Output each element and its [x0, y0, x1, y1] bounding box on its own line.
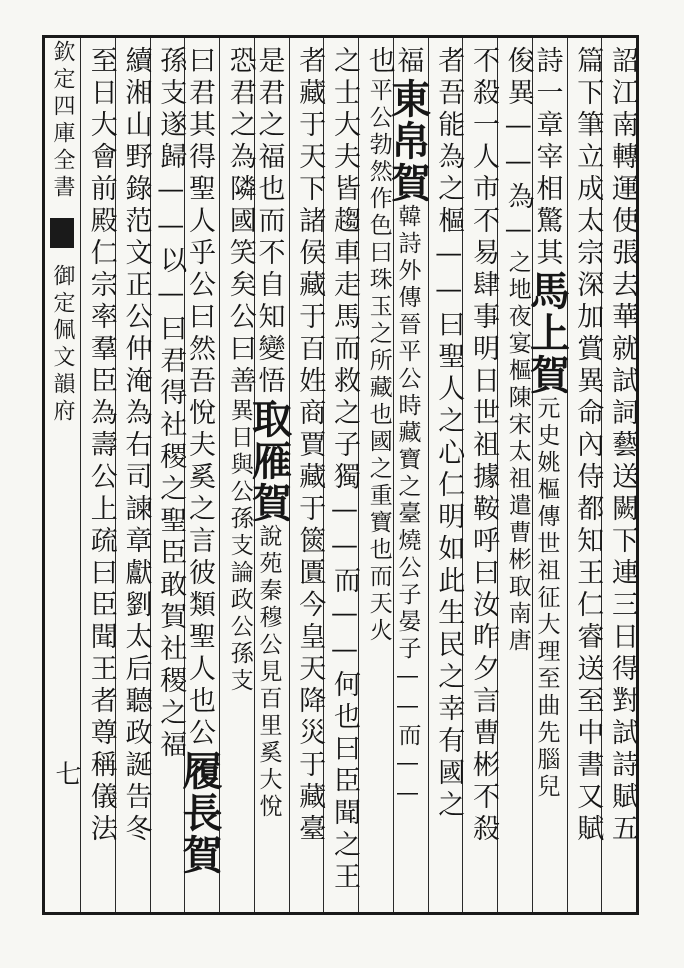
- text-segment: 也: [363, 46, 395, 78]
- book-title: 御定佩文韻府: [50, 264, 75, 426]
- text-column: [219, 46, 254, 906]
- text-segment: 福: [392, 46, 424, 78]
- fishtail-mark: [50, 218, 74, 248]
- text-segment: 不殺一人市不易肆事明日世祖據鞍呼曰汝昨夕言曹彬不殺: [468, 46, 499, 846]
- text-segment: 者吾能為之樞——曰聖人之心仁明如此生民之幸有國之: [433, 46, 465, 822]
- text-column: [80, 46, 115, 906]
- text-segment: 說苑秦穆公見百里奚大悅: [255, 524, 282, 821]
- text-column: [289, 46, 324, 906]
- text-segment: 異日與公孫支論政公孫支: [226, 398, 253, 695]
- text-segment: 恐君之為隣國笑矣公曰善: [224, 46, 256, 398]
- text-segment: 韓詩外傳晉平公時藏寶之臺燒公子晏子——而——: [394, 204, 421, 810]
- text-column: [323, 46, 358, 906]
- text-column: [176, 46, 223, 906]
- text-column: [384, 46, 432, 906]
- text-column: [567, 46, 602, 906]
- text-segment: 元史姚樞傳世祖征大理至曲先腦兒: [533, 396, 560, 801]
- text-segment: 孫支遂歸——以—曰君得社稷之聖臣敢賀社稷之福: [155, 46, 187, 762]
- text-column: [601, 46, 636, 906]
- text-column: [358, 46, 393, 906]
- collection-title: 欽定四庫全書: [50, 40, 75, 202]
- text-column: [245, 46, 293, 906]
- text-segment: 篇下筆立成太宗深加賞異命內侍都知王仁睿送至中書又賦: [572, 46, 604, 846]
- text-segment: 至日大會前殿仁宗率羣臣為壽公上疏曰臣聞王者尊稱儀法: [85, 46, 117, 846]
- headword: 取雁賀: [245, 398, 293, 524]
- text-segment: 續湘山野錄范文正公仲淹為右司諫章獻劉太后聽政誕告冬: [120, 46, 152, 846]
- text-column: [497, 46, 532, 906]
- text-column: [523, 46, 571, 906]
- text-column: [428, 46, 463, 906]
- headword: 東帛賀: [384, 78, 432, 204]
- text-segment: 平公勃然作色曰珠玉之所藏也國之重寶也而天火: [365, 78, 392, 645]
- text-column: [115, 46, 150, 906]
- text-segment: 者藏于天下諸侯藏于百姓商賈藏于篋匱今皇天降災于藏臺: [294, 46, 326, 846]
- text-column: [462, 46, 497, 906]
- text-segment: 之士大夫皆趨車走馬而救之子獨——而——何也曰臣聞之王: [329, 46, 360, 894]
- text-segment: 詔江南轉運使張去華就試詞藝送闕下連三日得對試詩賦五: [607, 46, 638, 846]
- text-segment: 詩一章宰相驚其: [531, 46, 563, 270]
- text-segment: 俊異——為—: [502, 46, 534, 250]
- text-segment: 曰君其得聖人乎公曰然吾悅夫奚之言彼類聖人也公: [184, 46, 215, 750]
- headword: 馬上賀: [523, 270, 571, 396]
- headword: 履長賀: [176, 750, 223, 876]
- page-number: 七: [51, 760, 81, 786]
- text-segment: 是君之福也而不自知變悟: [253, 46, 285, 398]
- text-column: [150, 46, 185, 906]
- text-segment: 之地夜宴樞陳宋太祖遣曹彬取南唐: [504, 250, 531, 655]
